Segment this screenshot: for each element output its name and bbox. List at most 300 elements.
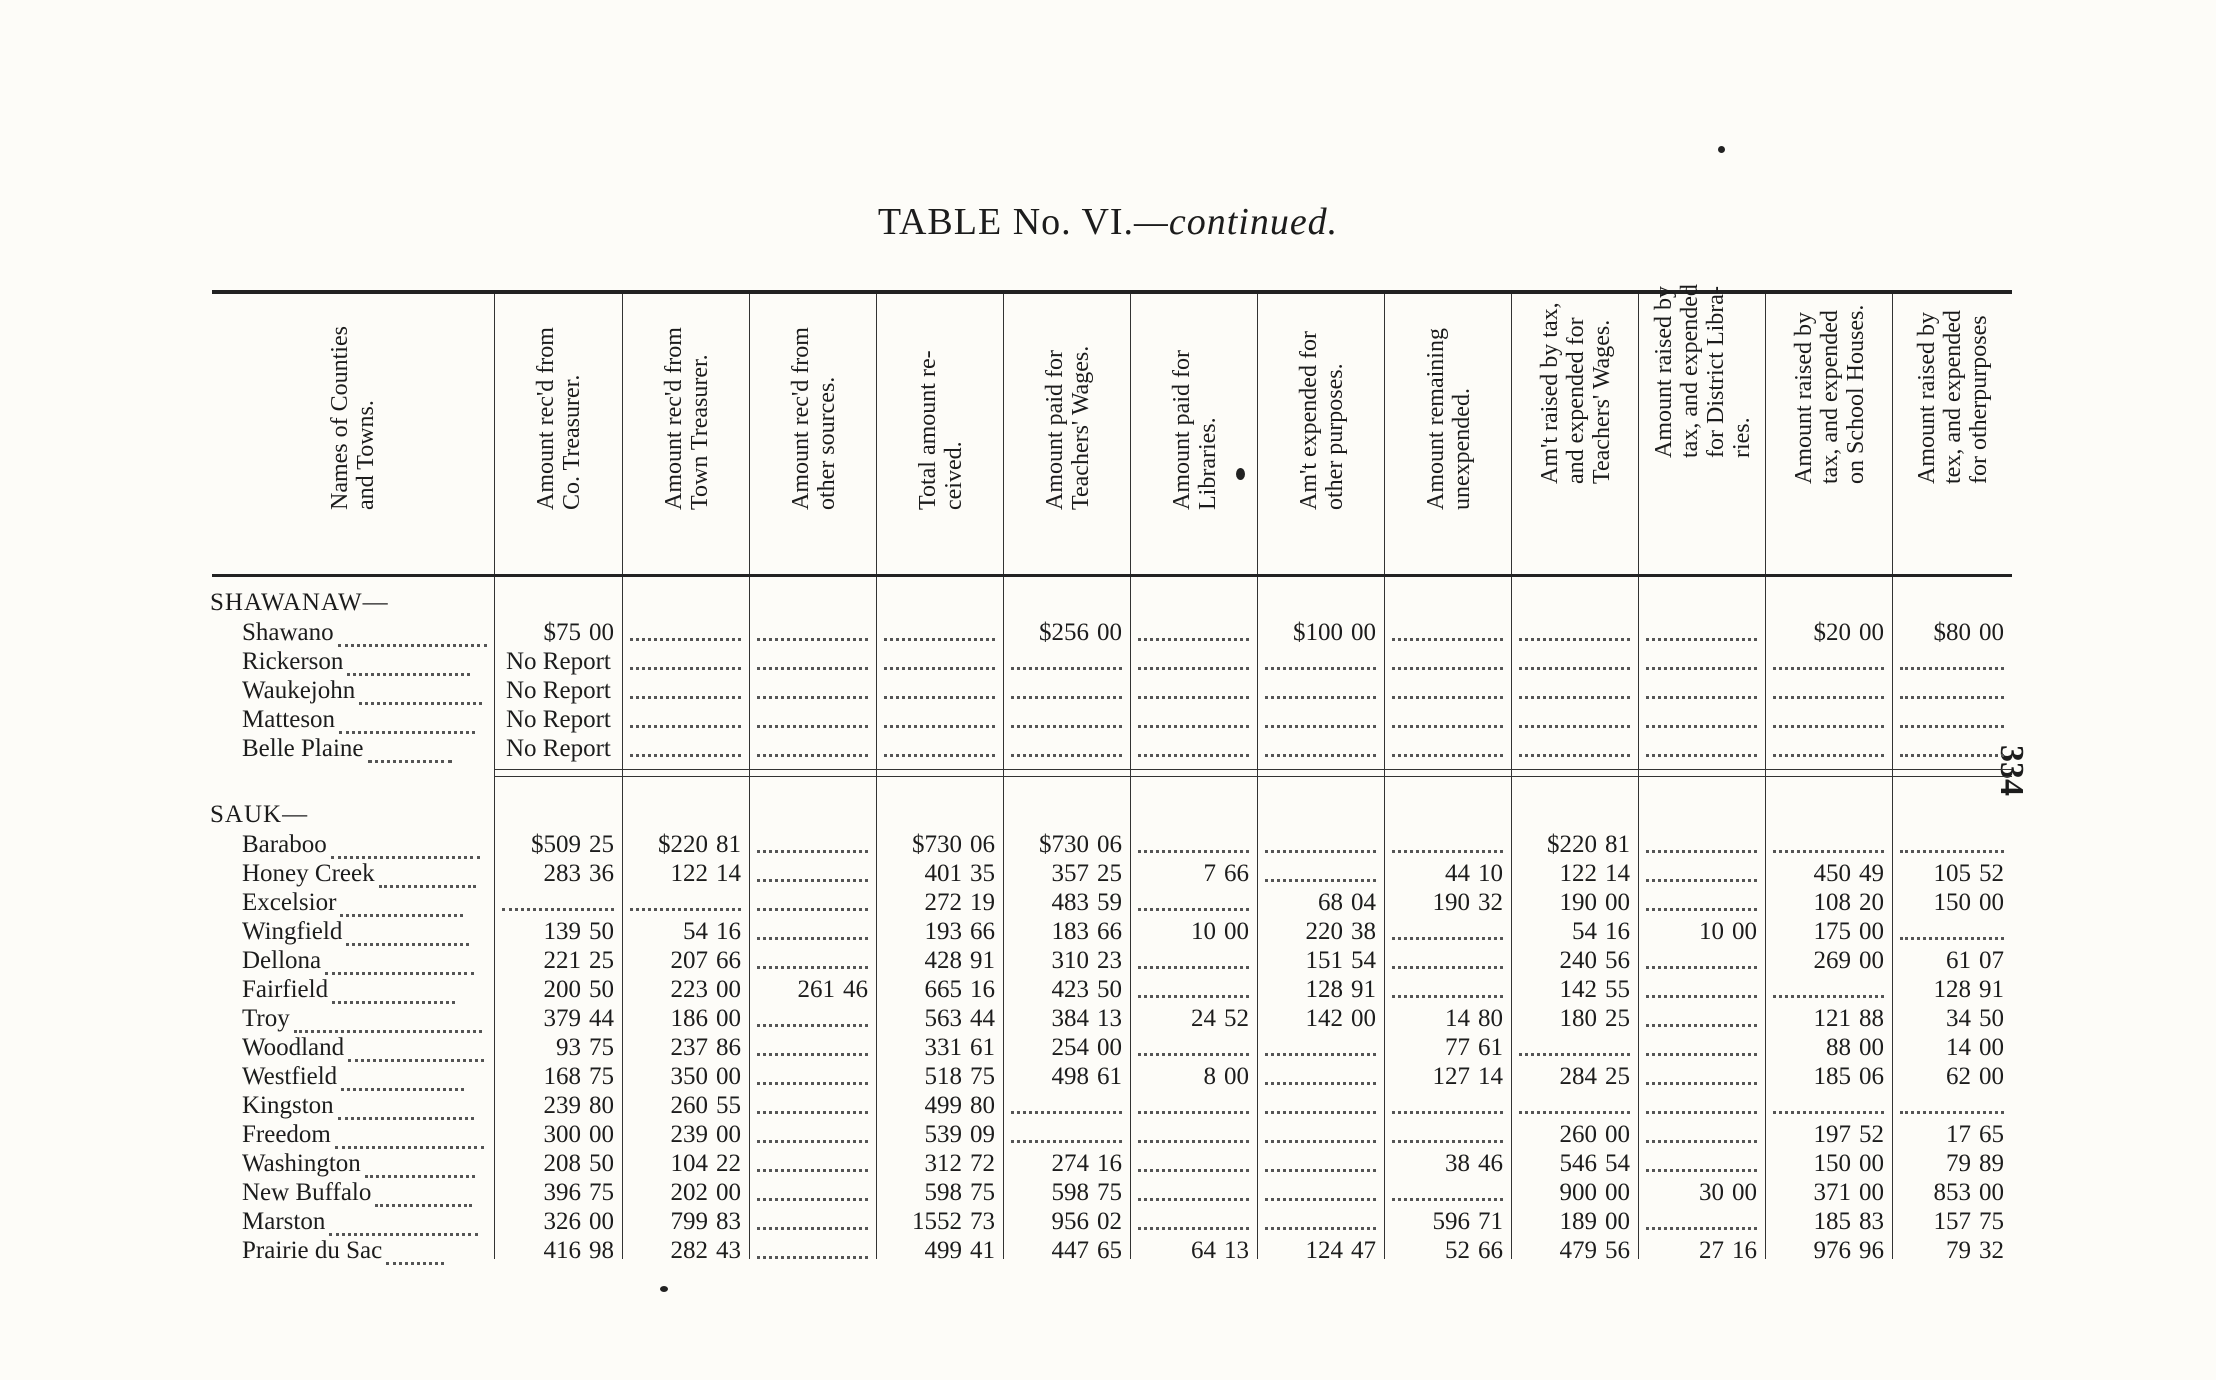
table-row bbox=[212, 946, 2012, 975]
column-header-text: Total amount re- ceived. bbox=[914, 350, 967, 510]
empty-leader bbox=[1384, 1178, 1511, 1207]
amount-value: 190 00 bbox=[1559, 889, 1630, 916]
column-header-text: Amount rec'd from other sources. bbox=[787, 327, 840, 510]
column-header-text: Amount rec'd from Co. Treasurer. bbox=[533, 327, 585, 510]
statistics-table bbox=[210, 284, 2012, 1264]
amount-value: $220 81 bbox=[658, 831, 741, 858]
table-row bbox=[212, 676, 2012, 705]
town-name: Fairfield bbox=[212, 975, 524, 1004]
column-header-1 bbox=[494, 294, 623, 574]
column-header-text: Amount raised by tax, and expended for District Libra- ries. bbox=[1650, 284, 1755, 458]
empty-leader bbox=[749, 1062, 876, 1091]
empty-leader bbox=[1638, 647, 1765, 676]
empty-leader bbox=[1257, 1149, 1384, 1178]
empty-leader bbox=[749, 734, 876, 763]
amount-value: 88 00 bbox=[1826, 1034, 1884, 1061]
town-name: Belle Plaine bbox=[212, 734, 524, 763]
column-header-2 bbox=[622, 294, 750, 574]
column-header-9 bbox=[1511, 294, 1639, 574]
empty-leader bbox=[749, 859, 876, 888]
table-row bbox=[212, 647, 2012, 676]
empty-leader bbox=[1257, 705, 1384, 734]
empty-leader bbox=[1130, 946, 1257, 975]
empty-leader bbox=[749, 830, 876, 859]
empty-leader bbox=[1384, 946, 1511, 975]
empty-leader bbox=[1638, 888, 1765, 917]
amount-value: 190 32 bbox=[1432, 889, 1503, 916]
no-report-note: No Report bbox=[506, 735, 611, 762]
amount-value: 93 75 bbox=[556, 1034, 614, 1061]
empty-leader bbox=[1130, 888, 1257, 917]
amount-value: 282 43 bbox=[670, 1237, 741, 1264]
town-name: Prairie du Sac bbox=[212, 1236, 524, 1265]
amount-value: 52 66 bbox=[1445, 1237, 1503, 1264]
town-name: Matteson bbox=[212, 705, 524, 734]
amount-value: 239 00 bbox=[670, 1121, 741, 1148]
empty-leader bbox=[1765, 830, 1892, 859]
amount-value: 44 10 bbox=[1445, 860, 1503, 887]
town-name: Troy bbox=[212, 1004, 524, 1033]
town-name: Marston bbox=[212, 1207, 524, 1236]
empty-leader bbox=[749, 1149, 876, 1178]
amount-value: 326 00 bbox=[543, 1208, 614, 1235]
empty-leader bbox=[1130, 647, 1257, 676]
column-header-text: Amount raised by tex, and expended for otherpurposes bbox=[1914, 310, 1992, 484]
amount-value: 108 20 bbox=[1813, 889, 1884, 916]
empty-leader bbox=[749, 705, 876, 734]
amount-value: 284 25 bbox=[1559, 1063, 1630, 1090]
amount-value: 127 14 bbox=[1432, 1063, 1503, 1090]
amount-value: 237 86 bbox=[670, 1034, 741, 1061]
column-header-7 bbox=[1257, 294, 1385, 574]
empty-leader bbox=[1257, 1091, 1384, 1120]
column-header-10 bbox=[1638, 284, 1766, 574]
empty-leader bbox=[1638, 676, 1765, 705]
empty-leader bbox=[749, 1207, 876, 1236]
empty-leader bbox=[1765, 1091, 1892, 1120]
amount-value: $75 00 bbox=[543, 619, 614, 646]
empty-leader bbox=[1638, 1149, 1765, 1178]
print-speck bbox=[660, 1286, 668, 1292]
amount-value: 900 00 bbox=[1559, 1179, 1630, 1206]
empty-leader bbox=[1892, 830, 2012, 859]
empty-leader bbox=[1130, 830, 1257, 859]
amount-value: 665 16 bbox=[924, 976, 995, 1003]
amount-value: 546 54 bbox=[1559, 1150, 1630, 1177]
town-name: Kingston bbox=[212, 1091, 524, 1120]
town-name: Baraboo bbox=[212, 830, 524, 859]
amount-value: 799 83 bbox=[670, 1208, 741, 1235]
no-report-note: No Report bbox=[506, 648, 611, 675]
amount-value: 193 66 bbox=[924, 918, 995, 945]
column-header-4 bbox=[876, 294, 1004, 574]
county-section-heading: SHAWANAW— bbox=[210, 589, 389, 616]
empty-leader bbox=[1257, 830, 1384, 859]
amount-value: 54 16 bbox=[1572, 918, 1630, 945]
amount-value: 423 50 bbox=[1051, 976, 1122, 1003]
amount-value: $220 81 bbox=[1547, 831, 1630, 858]
empty-leader bbox=[749, 1091, 876, 1120]
empty-leader bbox=[1130, 1033, 1257, 1062]
amount-value: 79 89 bbox=[1946, 1150, 2004, 1177]
empty-leader bbox=[622, 888, 749, 917]
amount-value: $730 06 bbox=[1039, 831, 1122, 858]
amount-value: 274 16 bbox=[1051, 1150, 1122, 1177]
amount-value: 596 71 bbox=[1432, 1208, 1503, 1235]
empty-leader bbox=[1384, 1091, 1511, 1120]
empty-leader bbox=[1892, 1091, 2012, 1120]
amount-value: 186 00 bbox=[670, 1005, 741, 1032]
town-name: Shawano bbox=[212, 618, 524, 647]
table-row bbox=[212, 1236, 2012, 1265]
table-row bbox=[212, 1149, 2012, 1178]
empty-leader bbox=[749, 888, 876, 917]
empty-leader bbox=[1003, 676, 1130, 705]
amount-value: 357 25 bbox=[1051, 860, 1122, 887]
table-row bbox=[212, 1004, 2012, 1033]
table-row bbox=[212, 1207, 2012, 1236]
empty-leader bbox=[749, 647, 876, 676]
amount-value: $256 00 bbox=[1039, 619, 1122, 646]
empty-leader bbox=[1130, 1120, 1257, 1149]
empty-leader bbox=[749, 917, 876, 946]
amount-value: 128 91 bbox=[1305, 976, 1376, 1003]
empty-leader bbox=[1892, 647, 2012, 676]
amount-value: 197 52 bbox=[1813, 1121, 1884, 1148]
amount-value: 64 13 bbox=[1191, 1237, 1249, 1264]
print-speck bbox=[1718, 146, 1725, 153]
amount-value: 150 00 bbox=[1813, 1150, 1884, 1177]
empty-leader bbox=[749, 1178, 876, 1207]
empty-leader bbox=[1638, 946, 1765, 975]
town-name: Woodland bbox=[212, 1033, 524, 1062]
empty-leader bbox=[1511, 705, 1638, 734]
table-row bbox=[212, 705, 2012, 734]
column-header-3 bbox=[749, 294, 877, 574]
town-name: Freedom bbox=[212, 1120, 524, 1149]
empty-leader bbox=[1130, 676, 1257, 705]
amount-value: 450 49 bbox=[1813, 860, 1884, 887]
amount-value: 168 75 bbox=[543, 1063, 614, 1090]
amount-value: 563 44 bbox=[924, 1005, 995, 1032]
amount-value: 498 61 bbox=[1051, 1063, 1122, 1090]
amount-value: 157 75 bbox=[1933, 1208, 2004, 1235]
empty-leader bbox=[749, 946, 876, 975]
amount-value: 185 06 bbox=[1813, 1063, 1884, 1090]
town-name: Wingfield bbox=[212, 917, 524, 946]
amount-value: 202 00 bbox=[670, 1179, 741, 1206]
amount-value: 283 36 bbox=[543, 860, 614, 887]
empty-leader bbox=[876, 676, 1003, 705]
amount-value: 14 00 bbox=[1946, 1034, 2004, 1061]
amount-value: $509 25 bbox=[531, 831, 614, 858]
amount-value: 396 75 bbox=[543, 1179, 614, 1206]
amount-value: 79 32 bbox=[1946, 1237, 2004, 1264]
amount-value: 254 00 bbox=[1051, 1034, 1122, 1061]
column-header-12 bbox=[1892, 294, 2013, 574]
amount-value: 853 00 bbox=[1933, 1179, 2004, 1206]
column-header-5 bbox=[1003, 294, 1131, 574]
amount-value: 175 00 bbox=[1813, 918, 1884, 945]
empty-leader bbox=[1892, 734, 2012, 763]
column-header-11 bbox=[1765, 294, 1893, 574]
amount-value: 105 52 bbox=[1933, 860, 2004, 887]
empty-leader bbox=[1384, 975, 1511, 1004]
table-row bbox=[212, 1033, 2012, 1062]
empty-leader bbox=[1257, 859, 1384, 888]
column-header-text: Amount paid for Teachers' Wages. bbox=[1041, 345, 1094, 510]
section-separator bbox=[494, 769, 2012, 777]
empty-leader bbox=[622, 618, 749, 647]
amount-value: 27 16 bbox=[1699, 1237, 1757, 1264]
empty-leader bbox=[1638, 734, 1765, 763]
empty-leader bbox=[1765, 647, 1892, 676]
amount-value: 379 44 bbox=[543, 1005, 614, 1032]
empty-leader bbox=[1257, 1062, 1384, 1091]
amount-value: $100 00 bbox=[1293, 619, 1376, 646]
amount-value: 122 14 bbox=[1559, 860, 1630, 887]
amount-value: 416 98 bbox=[543, 1237, 614, 1264]
empty-leader bbox=[1511, 618, 1638, 647]
empty-leader bbox=[1003, 705, 1130, 734]
amount-value: 24 52 bbox=[1191, 1005, 1249, 1032]
amount-value: 1552 73 bbox=[912, 1208, 995, 1235]
amount-value: 300 00 bbox=[543, 1121, 614, 1148]
amount-value: 384 13 bbox=[1051, 1005, 1122, 1032]
column-header-text: Amount paid for Libraries. bbox=[1168, 350, 1221, 510]
page-number: 334 bbox=[1993, 745, 2030, 796]
amount-value: 122 14 bbox=[670, 860, 741, 887]
table-row bbox=[212, 734, 2012, 763]
empty-leader bbox=[1765, 975, 1892, 1004]
empty-leader bbox=[1892, 917, 2012, 946]
amount-value: 30 00 bbox=[1699, 1179, 1757, 1206]
amount-value: 598 75 bbox=[924, 1179, 995, 1206]
amount-value: 260 55 bbox=[670, 1092, 741, 1119]
amount-value: 499 80 bbox=[924, 1092, 995, 1119]
empty-leader bbox=[1003, 647, 1130, 676]
amount-value: 401 35 bbox=[924, 860, 995, 887]
empty-leader bbox=[876, 705, 1003, 734]
amount-value: 350 00 bbox=[670, 1063, 741, 1090]
empty-leader bbox=[1257, 1120, 1384, 1149]
empty-leader bbox=[1765, 676, 1892, 705]
empty-leader bbox=[1765, 705, 1892, 734]
column-header-text: Amount remaining unexpended. bbox=[1422, 328, 1475, 510]
empty-leader bbox=[1257, 1178, 1384, 1207]
amount-value: 518 75 bbox=[924, 1063, 995, 1090]
column-header-text: Amount rec'd from Town Treasurer. bbox=[660, 327, 713, 510]
amount-value: 139 50 bbox=[543, 918, 614, 945]
amount-value: 220 38 bbox=[1305, 918, 1376, 945]
amount-value: 223 00 bbox=[670, 976, 741, 1003]
empty-leader bbox=[494, 888, 622, 917]
amount-value: 240 56 bbox=[1559, 947, 1630, 974]
amount-value: 598 75 bbox=[1051, 1179, 1122, 1206]
empty-leader bbox=[749, 1120, 876, 1149]
empty-leader bbox=[1638, 1120, 1765, 1149]
amount-value: 142 00 bbox=[1305, 1005, 1376, 1032]
empty-leader bbox=[1892, 705, 2012, 734]
amount-value: 428 91 bbox=[924, 947, 995, 974]
no-report-note: No Report bbox=[506, 706, 611, 733]
amount-value: 62 00 bbox=[1946, 1063, 2004, 1090]
amount-value: 207 66 bbox=[670, 947, 741, 974]
amount-value: $730 06 bbox=[912, 831, 995, 858]
empty-leader bbox=[1638, 618, 1765, 647]
table-row bbox=[212, 830, 2012, 859]
empty-leader bbox=[1384, 830, 1511, 859]
no-report-note: No Report bbox=[506, 677, 611, 704]
town-name: Dellona bbox=[212, 946, 524, 975]
empty-leader bbox=[749, 676, 876, 705]
empty-leader bbox=[1130, 1207, 1257, 1236]
amount-value: 272 19 bbox=[924, 889, 995, 916]
amount-value: 479 56 bbox=[1559, 1237, 1630, 1264]
empty-leader bbox=[1511, 647, 1638, 676]
empty-leader bbox=[1130, 1091, 1257, 1120]
empty-leader bbox=[1638, 1062, 1765, 1091]
column-header-0 bbox=[212, 294, 494, 574]
amount-value: 128 91 bbox=[1933, 976, 2004, 1003]
empty-leader bbox=[1257, 676, 1384, 705]
amount-value: 10 00 bbox=[1191, 918, 1249, 945]
table-row bbox=[212, 1178, 2012, 1207]
column-header-text: Amount raised by tax, and expended on School Houses. bbox=[1790, 304, 1869, 484]
table-row bbox=[212, 618, 2012, 647]
empty-leader bbox=[749, 618, 876, 647]
empty-leader bbox=[1638, 1004, 1765, 1033]
amount-value: 180 25 bbox=[1559, 1005, 1630, 1032]
amount-value: 956 02 bbox=[1051, 1208, 1122, 1235]
empty-leader bbox=[1130, 1149, 1257, 1178]
column-header-text: Am't expended for other purposes. bbox=[1295, 331, 1348, 510]
town-name: Honey Creek bbox=[212, 859, 524, 888]
amount-value: 261 46 bbox=[797, 976, 868, 1003]
table-body bbox=[210, 577, 2012, 1264]
empty-leader bbox=[876, 618, 1003, 647]
empty-leader bbox=[1003, 1091, 1130, 1120]
empty-leader bbox=[1511, 734, 1638, 763]
table-row bbox=[212, 975, 2012, 1004]
town-name: Washington bbox=[212, 1149, 524, 1178]
amount-value: 221 25 bbox=[543, 947, 614, 974]
amount-value: 539 09 bbox=[924, 1121, 995, 1148]
empty-leader bbox=[749, 1236, 876, 1265]
amount-value: 976 96 bbox=[1813, 1237, 1884, 1264]
amount-value: 7 66 bbox=[1203, 860, 1249, 887]
empty-leader bbox=[1384, 676, 1511, 705]
empty-leader bbox=[1511, 1033, 1638, 1062]
empty-leader bbox=[1638, 859, 1765, 888]
table-row bbox=[212, 917, 2012, 946]
empty-leader bbox=[1384, 618, 1511, 647]
amount-value: 483 59 bbox=[1051, 889, 1122, 916]
town-name: New Buffalo bbox=[212, 1178, 524, 1207]
empty-leader bbox=[1638, 705, 1765, 734]
page-title bbox=[0, 200, 2216, 244]
empty-leader bbox=[1384, 705, 1511, 734]
empty-leader bbox=[1257, 1033, 1384, 1062]
empty-leader bbox=[1130, 1178, 1257, 1207]
empty-leader bbox=[1511, 676, 1638, 705]
empty-leader bbox=[1130, 705, 1257, 734]
empty-leader bbox=[1638, 975, 1765, 1004]
empty-leader bbox=[876, 734, 1003, 763]
amount-value: 10 00 bbox=[1699, 918, 1757, 945]
empty-leader bbox=[1384, 1120, 1511, 1149]
table-row bbox=[212, 859, 2012, 888]
empty-leader bbox=[1638, 1091, 1765, 1120]
title-main: TABLE No. VI. bbox=[877, 201, 1135, 243]
amount-value: 14 80 bbox=[1445, 1005, 1503, 1032]
amount-value: 185 83 bbox=[1813, 1208, 1884, 1235]
amount-value: 331 61 bbox=[924, 1034, 995, 1061]
empty-leader bbox=[1130, 618, 1257, 647]
amount-value: 269 00 bbox=[1813, 947, 1884, 974]
amount-value: 310 23 bbox=[1051, 947, 1122, 974]
amount-value: $80 00 bbox=[1933, 619, 2004, 646]
empty-leader bbox=[1003, 734, 1130, 763]
empty-leader bbox=[1638, 1207, 1765, 1236]
empty-leader bbox=[1257, 647, 1384, 676]
amount-value: 38 46 bbox=[1445, 1150, 1503, 1177]
county-section-heading: SAUK— bbox=[210, 801, 309, 828]
table-header bbox=[212, 284, 2012, 577]
town-name: Westfield bbox=[212, 1062, 524, 1091]
town-name: Waukejohn bbox=[212, 676, 524, 705]
empty-leader bbox=[1892, 676, 2012, 705]
town-name: Excelsior bbox=[212, 888, 524, 917]
amount-value: 17 65 bbox=[1946, 1121, 2004, 1148]
empty-leader bbox=[1638, 830, 1765, 859]
amount-value: 371 00 bbox=[1813, 1179, 1884, 1206]
amount-value: 150 00 bbox=[1933, 889, 2004, 916]
empty-leader bbox=[1257, 1207, 1384, 1236]
empty-leader bbox=[749, 1004, 876, 1033]
title-continued: —continued. bbox=[1134, 201, 1339, 243]
amount-value: 124 47 bbox=[1305, 1237, 1376, 1264]
amount-value: 104 22 bbox=[670, 1150, 741, 1177]
empty-leader bbox=[1384, 647, 1511, 676]
amount-value: 61 07 bbox=[1946, 947, 2004, 974]
amount-value: 8 00 bbox=[1203, 1063, 1249, 1090]
column-header-8 bbox=[1384, 294, 1512, 574]
empty-leader bbox=[1257, 734, 1384, 763]
amount-value: 208 50 bbox=[543, 1150, 614, 1177]
empty-leader bbox=[1003, 1120, 1130, 1149]
amount-value: 189 00 bbox=[1559, 1208, 1630, 1235]
empty-leader bbox=[876, 647, 1003, 676]
column-header-6 bbox=[1130, 294, 1258, 574]
table-row bbox=[212, 1062, 2012, 1091]
amount-value: 121 88 bbox=[1813, 1005, 1884, 1032]
empty-leader bbox=[1765, 734, 1892, 763]
amount-value: 447 65 bbox=[1051, 1237, 1122, 1264]
empty-leader bbox=[1384, 917, 1511, 946]
empty-leader bbox=[1384, 734, 1511, 763]
amount-value: 183 66 bbox=[1051, 918, 1122, 945]
table-row bbox=[212, 1091, 2012, 1120]
column-header-text: Names of Counties and Towns. bbox=[327, 326, 379, 510]
amount-value: 200 50 bbox=[543, 976, 614, 1003]
amount-value: 260 00 bbox=[1559, 1121, 1630, 1148]
amount-value: 54 16 bbox=[683, 918, 741, 945]
empty-leader bbox=[1130, 975, 1257, 1004]
amount-value: 68 04 bbox=[1318, 889, 1376, 916]
column-header-text: Am't raised by tax, and expended for Teachers' Wages. bbox=[1536, 302, 1615, 484]
empty-leader bbox=[1638, 1033, 1765, 1062]
